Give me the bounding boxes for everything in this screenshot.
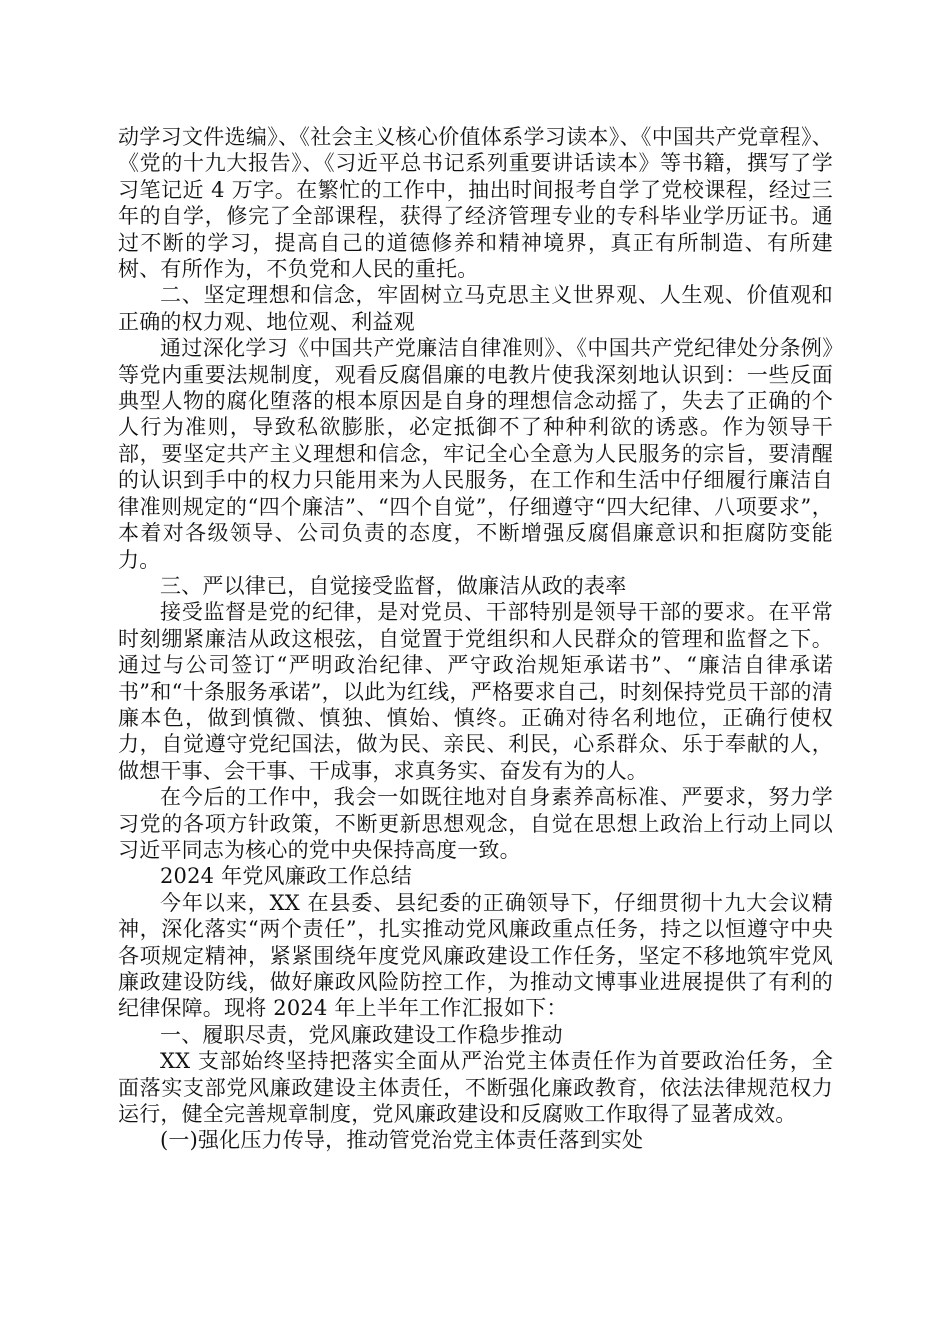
section-heading-2: 二、坚定理想和信念，牢固树立马克思主义世界观、人生观、价值观和正确的权力观、地位观、利益观 — [118, 283, 833, 334]
body-paragraph-6: 在今后的工作中，我会一如既往地对自身素养高标准、严要求，努力学习党的各项方针政策，不断更新思想观念，自觉在思想上政治上行动上同以习近平同志为核心的党中央保持高度一致。 — [118, 785, 833, 862]
section-heading-3: 三、严以律已，自觉接受监督，做廉洁从政的表率 — [160, 573, 627, 598]
body-paragraph-8: 今年以来，XX 在县委、县纪委的正确领导下，仔细贯彻十九大会议精神，深化落实“两个责任”，扎实推动党风廉政重点任务，持之以恒遵守中央各项规定精神，紧紧围绕年度党风廉政建设工作任务，坚定不移地筑牢党风廉政建设防线，做好廉政风险防控工作，为推动文博事业进展提供了有利的纪律保障。现将 2024 年上半年工作汇报如下： — [118, 890, 833, 1021]
section-heading-1: 一、履职尽责，党风廉政建设工作稳步推动 — [160, 1022, 563, 1047]
body-paragraph-10: XX 支部始终坚持把落实全面从严治党主体责任作为首要政治任务，全面落实支部党风廉政建设主体责任，不断强化廉政教育，依法法律规范权力运行，健全完善规章制度，党风廉政建设和反腐败工作取得了显著成效。 — [118, 1049, 833, 1127]
body-paragraph-1: 动学习文件选编》、《社会主义核心价值体系学习读本》、《中国共产党章程》、《党的十九大报告》、《习近平总书记系列重要讲话读本》等书籍，撰写了学习笔记近 4 万字。在繁忙的工作中，抽出时间报考自学了党校课程，经过三年的自学，修完了全部课程，获得了经济管理专业的专科毕业学历证书。通过不断的学习，提高自己的道德修养和精神境界，真正有所制造、有所建树、有所作为，不负党和人民的重托。 — [118, 125, 833, 282]
body-paragraph-3: 通过深化学习《中国共产党廉洁自律准则》、《中国共产党纪律处分条例》等党内重要法规制度，观看反腐倡廉的电教片使我深刻地认识到：一些反面典型人物的腐化堕落的根本原因是自身的理想信念动摇了，失去了正确的个人行为准则，导致私欲膨胀，必定抵御不了种种利欲的诱惑。作为领导干部，要坚定共产主义理想和信念，牢记全心全意为人民服务的宗旨，要清醒的认识到手中的权力只能用来为人民服务，在工作和生活中仔细履行廉洁自律准则规定的“四个廉洁”、“四个自觉”，仔细遵守“四大纪律、八项要求”，本着对各级领导、公司负责的态度，不断增强反腐倡廉意识和拒腐防变能力。 — [118, 336, 833, 572]
document-title: 2024 年党风廉政工作总结 — [160, 864, 412, 889]
subsection-heading-1: (一)强化压力传导，推动管党治党主体责任落到实处 — [160, 1128, 644, 1153]
document-page — [118, 124, 833, 1154]
body-paragraph-5: 接受监督是党的纪律，是对党员、干部特别是领导干部的要求。在平常时刻绷紧廉洁从政这根弦，自觉置于党组织和人民群众的管理和监督之下。通过与公司签订“严明政治纪律、严守政治规矩承诺书”、“廉洁自律承诺书”和“十条服务承诺”，以此为红线，严格要求自己，时刻保持党员干部的清廉本色，做到慎微、慎独、慎始、慎终。正确对待名利地位，正确行使权力，自觉遵守党纪国法，做为民、亲民、利民，心系群众、乐于奉献的人，做想干事、会干事、干成事，求真务实、奋发有为的人。 — [118, 600, 833, 783]
